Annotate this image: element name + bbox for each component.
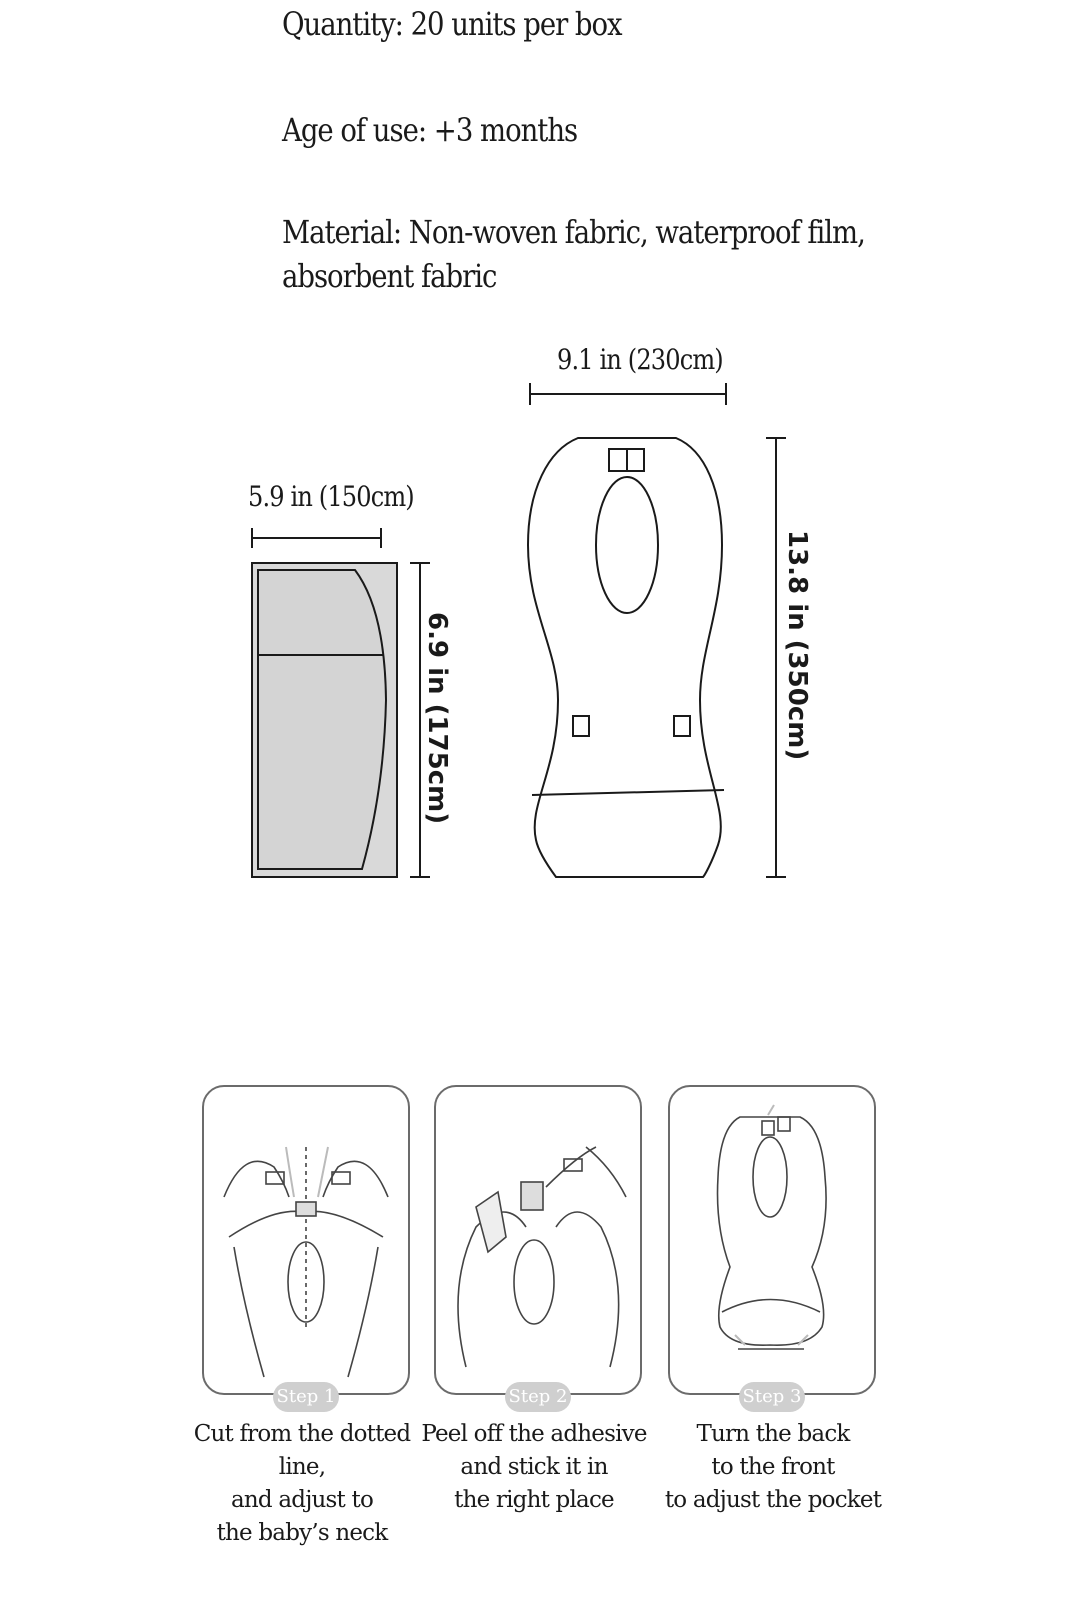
step-1-badge: Step 1 [273, 1382, 339, 1412]
step-2-caption-line: Peel off the adhesive [421, 1421, 647, 1447]
step-3-caption-line: to adjust the pocket [664, 1487, 882, 1513]
step-1-caption [172, 1418, 432, 1550]
step-3-caption [643, 1418, 903, 1517]
open-bib-drawing [528, 438, 724, 877]
step-2-caption [404, 1418, 664, 1517]
step-3-badge: Step 3 [739, 1382, 805, 1412]
step-1-caption-line: and adjust to [231, 1487, 373, 1513]
step-1-caption-line: Cut from the dotted line, [193, 1421, 411, 1480]
open-width-dimension-line [530, 383, 726, 405]
folded-width-label: 5.9 in (150cm) [248, 480, 414, 513]
folded-height-label: 6.9 in (175cm) [422, 612, 452, 825]
open-height-dimension-line [766, 438, 786, 877]
folded-height-dimension-line [410, 563, 430, 877]
step-2-card [434, 1085, 642, 1395]
step-3-illustration [670, 1087, 874, 1393]
step-1-illustration [204, 1087, 408, 1393]
step-1-card [202, 1085, 410, 1395]
spec-material-line1: Material: Non-woven fabric, waterproof film, [282, 213, 865, 251]
step-2-illustration [436, 1087, 640, 1393]
step-3-card [668, 1085, 876, 1395]
step-3-caption-line: to the front [711, 1454, 835, 1480]
open-width-label: 9.1 in (230cm) [557, 343, 723, 376]
spec-material-line2: absorbent fabric [282, 257, 497, 295]
spec-quantity: Quantity: 20 units per box [282, 5, 622, 43]
spec-age-of-use: Age of use: +3 months [282, 111, 578, 149]
step-1-caption-line: the baby’s neck [216, 1520, 388, 1546]
open-height-label: 13.8 in (350cm) [782, 530, 812, 761]
step-2-caption-line: and stick it in [460, 1454, 608, 1480]
step-3-caption-line: Turn the back [696, 1421, 850, 1447]
folded-width-dimension-line [252, 528, 381, 548]
folded-bib-drawing [252, 563, 397, 877]
step-2-caption-line: the right place [454, 1487, 614, 1513]
step-2-badge: Step 2 [505, 1382, 571, 1412]
